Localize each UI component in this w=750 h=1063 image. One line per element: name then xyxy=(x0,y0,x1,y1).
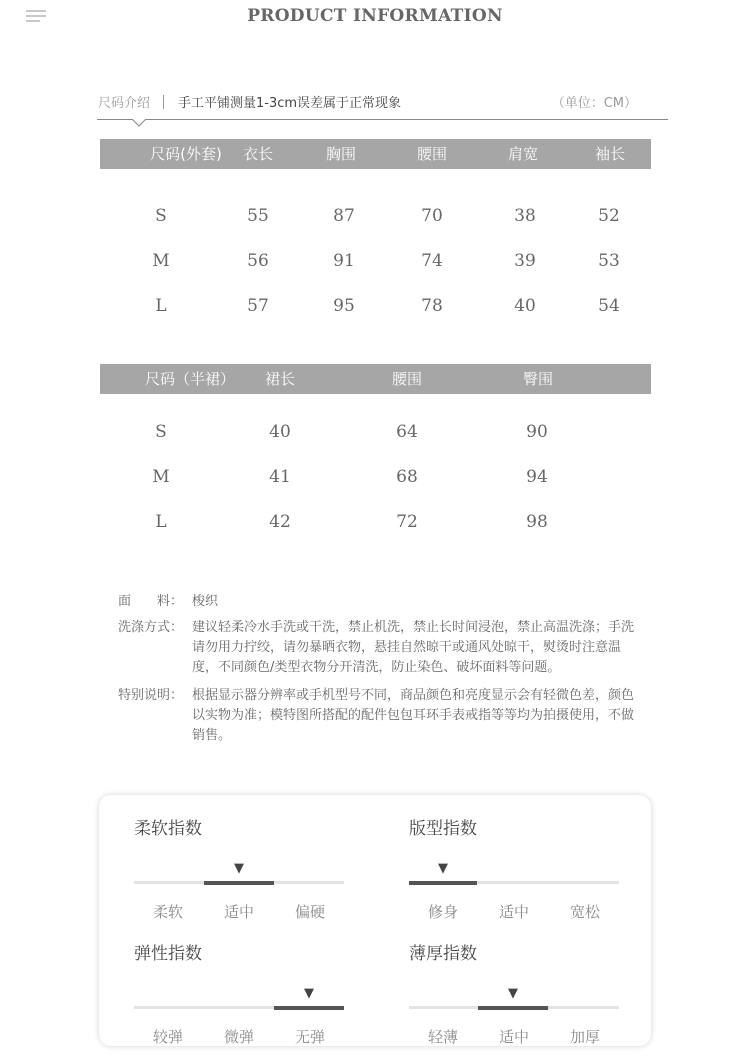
jacket-header-cell: 袖长 xyxy=(594,145,626,163)
index-option: 适中 xyxy=(498,1028,530,1046)
index-fill xyxy=(478,1006,548,1010)
table-cell: 64 xyxy=(396,422,418,442)
skirt-header-cell: 腰围 xyxy=(391,370,423,388)
table-cell: 90 xyxy=(526,422,548,442)
table-cell: 72 xyxy=(396,512,418,532)
table-cell: S xyxy=(155,206,167,226)
index-option: 较弹 xyxy=(152,1028,184,1046)
table-cell: 54 xyxy=(598,296,620,316)
table-cell: 94 xyxy=(526,467,548,487)
fit-index xyxy=(409,814,629,924)
table-cell: M xyxy=(152,251,170,271)
table-cell: 68 xyxy=(396,467,418,487)
table-cell: 42 xyxy=(269,512,291,532)
table-cell: 78 xyxy=(421,296,443,316)
jacket-header-cell: 胸围 xyxy=(325,145,357,163)
index-option: 适中 xyxy=(223,903,255,921)
table-cell: 91 xyxy=(333,251,355,271)
skirt-table-header xyxy=(100,364,651,394)
table-cell: 40 xyxy=(269,422,291,442)
table-cell: M xyxy=(152,467,170,487)
table-cell: 98 xyxy=(526,512,548,532)
index-option: 无弹 xyxy=(294,1028,326,1046)
index-option: 宽松 xyxy=(569,903,601,921)
size-intro-underline xyxy=(97,119,668,120)
table-cell: S xyxy=(155,422,167,442)
skirt-header-cell: 裙长 xyxy=(264,370,296,388)
size-intro-label: 尺码介绍 xyxy=(98,96,151,111)
index-option: 偏硬 xyxy=(294,903,326,921)
table-cell: 41 xyxy=(269,467,291,487)
notch-arrow-icon xyxy=(132,119,146,127)
down-triangle-icon: ▼ xyxy=(304,986,314,1001)
table-cell: L xyxy=(155,296,167,316)
size-intro-bar xyxy=(97,92,668,128)
fabric-label: 面 料： xyxy=(118,594,184,609)
size-intro-note: 手工平铺测量1-3cm误差属于正常现象 xyxy=(178,96,402,111)
jacket-table-header xyxy=(100,139,651,169)
skirt-header-cell: 尺码（半裙） xyxy=(144,370,236,388)
special-note-label: 特别说明： xyxy=(118,688,184,703)
jacket-header-cell: 腰围 xyxy=(416,145,448,163)
table-cell: L xyxy=(155,512,167,532)
table-cell: 57 xyxy=(247,296,269,316)
table-cell: 38 xyxy=(514,206,536,226)
index-title: 弹性指数 xyxy=(134,944,202,964)
index-fill xyxy=(204,881,274,885)
table-cell: 74 xyxy=(421,251,443,271)
down-triangle-icon: ▼ xyxy=(438,861,448,876)
index-option: 加厚 xyxy=(569,1028,601,1046)
table-cell: 39 xyxy=(514,251,536,271)
table-cell: 70 xyxy=(421,206,443,226)
down-triangle-icon: ▼ xyxy=(508,986,518,1001)
index-fill xyxy=(409,881,477,885)
fabric-value: 梭织 xyxy=(192,594,219,609)
table-cell: 95 xyxy=(333,296,355,316)
table-cell: 40 xyxy=(514,296,536,316)
index-title: 柔软指数 xyxy=(134,819,202,839)
table-cell: 87 xyxy=(333,206,355,226)
index-option: 轻薄 xyxy=(427,1028,459,1046)
size-intro-unit: （单位：CM） xyxy=(551,96,637,111)
index-option: 修身 xyxy=(427,903,459,921)
special-note-value: 根据显示器分辨率或手机型号不同，商品颜色和亮度显示会有轻微色差，颜色以实物为准；模特图所搭配的配件包包耳环手表戒指等等均为拍摄使用，不做销售。 xyxy=(192,688,635,743)
index-title: 薄厚指数 xyxy=(409,944,477,964)
table-cell: 52 xyxy=(598,206,620,226)
page-title: PRODUCT INFORMATION xyxy=(247,6,503,26)
elasticity-index xyxy=(134,939,354,1049)
down-triangle-icon: ▼ xyxy=(234,861,244,876)
skirt-header-cell: 臀围 xyxy=(522,370,554,388)
jacket-header-cell: 尺码(外套) xyxy=(150,145,222,163)
wash-value: 建议轻柔冷水手洗或干洗，禁止机洗，禁止长时间浸泡，禁止高温洗涤；手洗请勿用力拧绞，请勿暴晒衣物，悬挂自然晾干或通风处晾干，熨烫时注意温度，不同颜色/类型衣物分开清洗，防止染色、破坏面料等问题。 xyxy=(192,620,635,675)
index-option: 适中 xyxy=(498,903,530,921)
table-cell: 53 xyxy=(598,251,620,271)
index-card xyxy=(99,795,651,1046)
index-fill xyxy=(274,1006,344,1010)
size-intro-divider xyxy=(163,95,164,109)
jacket-header-cell: 肩宽 xyxy=(507,145,539,163)
table-cell: 56 xyxy=(247,251,269,271)
index-option: 微弹 xyxy=(223,1028,255,1046)
index-option: 柔软 xyxy=(152,903,184,921)
table-cell: 55 xyxy=(247,206,269,226)
index-title: 版型指数 xyxy=(409,819,477,839)
softness-index xyxy=(134,814,354,924)
jacket-header-cell: 衣长 xyxy=(242,145,274,163)
thickness-index xyxy=(409,939,629,1049)
wash-label: 洗涤方式： xyxy=(118,620,184,635)
